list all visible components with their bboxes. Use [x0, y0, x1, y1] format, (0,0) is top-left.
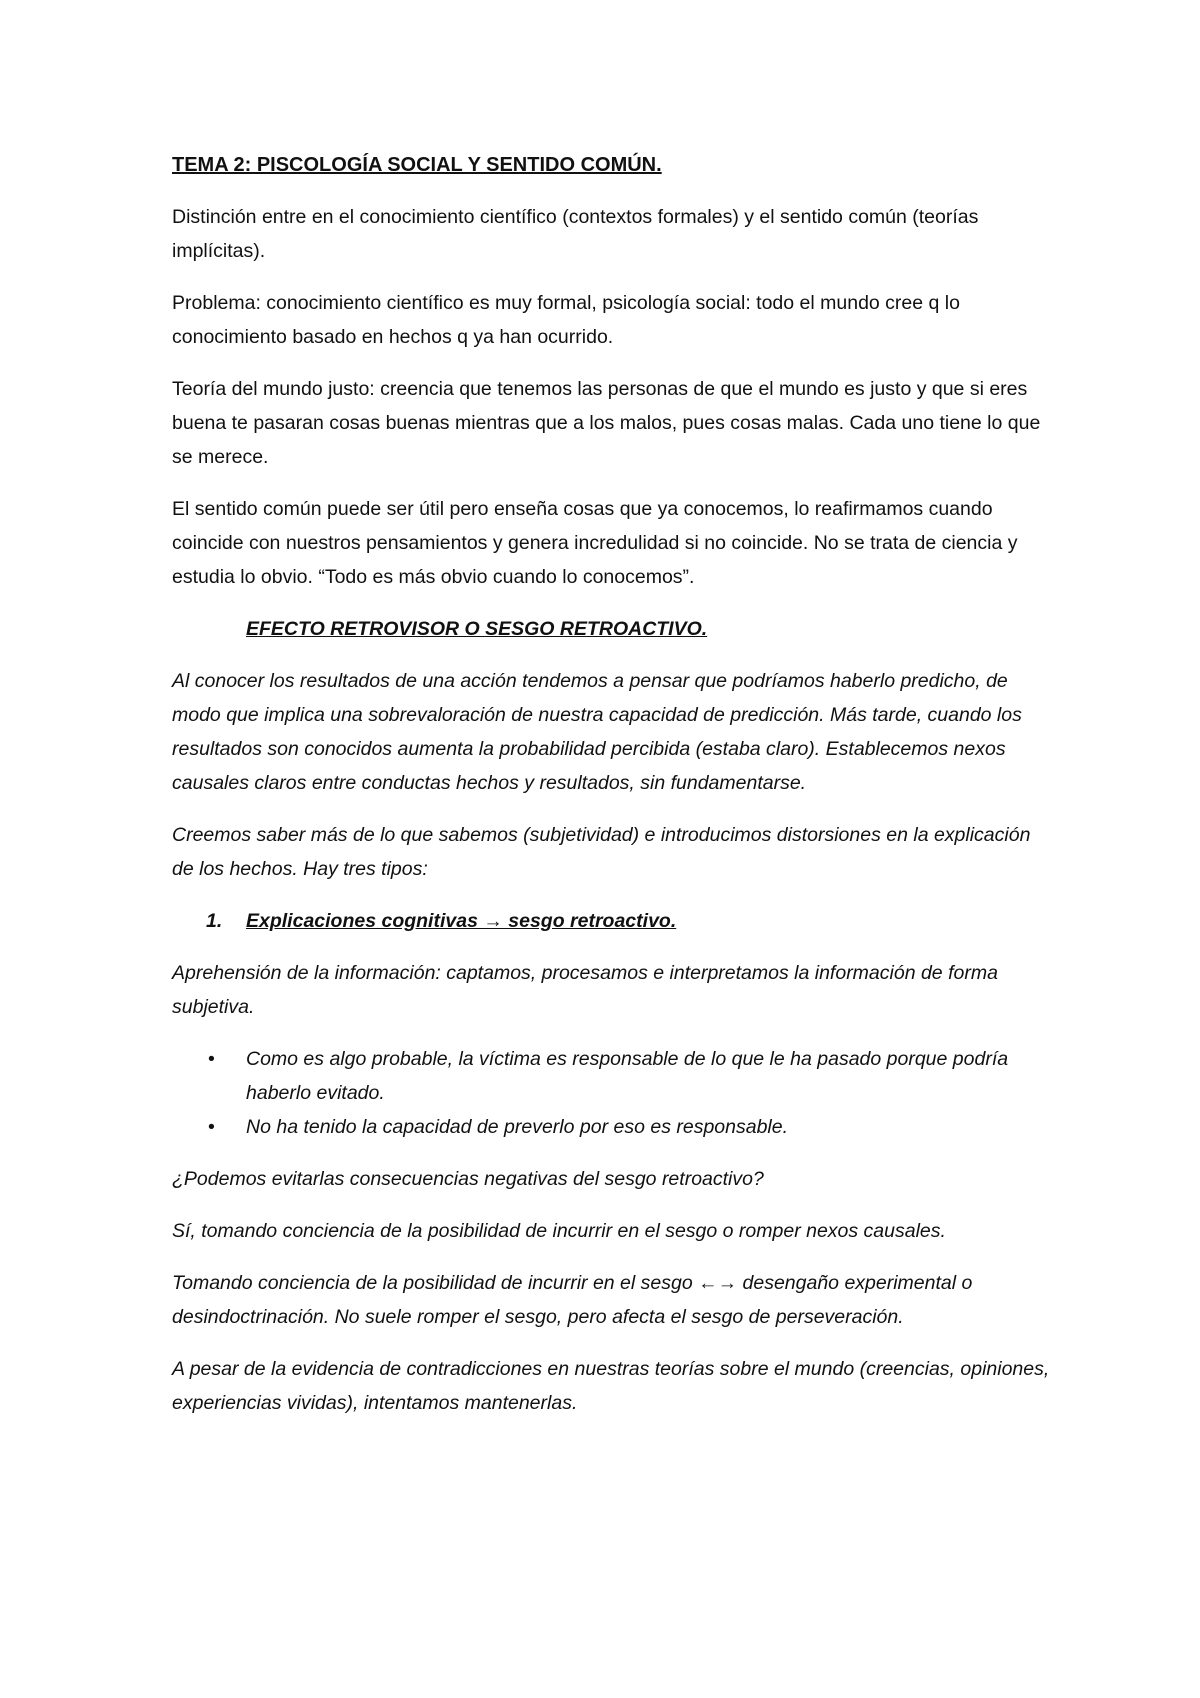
paragraph-resultados-accion: Al conocer los resultados de una acción tendemos a pensar que podríamos haberlo predicho, de modo que implica una sobrevaloración de nuestra capacidad de predicción. Más tarde, cuando los resultados son conocidos aumenta la probabilidad percibida (estaba claro). Establecemos nexos causales claros entre conductas hechos y resultados, sin fundamentarse. [172, 670, 1022, 794]
paragraph-teoria-mundo-justo: Teoría del mundo justo: creencia que tenemos las personas de que el mundo es justo y que si eres buena te pasaran cosas buenas mientras que a los malos, pues cosas malas. Cada uno tiene lo que se merece. [172, 378, 1041, 468]
paragraph-sentido-comun: El sentido común puede ser útil pero enseña cosas que ya conocemos, lo reafirmamos cuando coincide con nuestros pensamientos y genera incredulidad si no coincide. No se trata de ciencia y estudia lo obvio. “Todo es más obvio cuando lo conocemos”. [172, 498, 1018, 588]
list-item-number: 1. [206, 910, 223, 932]
bullet-icon: • [208, 1116, 215, 1138]
paragraph-problema: Problema: conocimiento científico es muy formal, psicología social: todo el mundo cree q lo conocimiento basado en hechos q ya han ocurrido. [172, 292, 960, 348]
bullet-item [172, 1110, 1052, 1144]
bullet-list [172, 1042, 1052, 1144]
paragraph-tomando-conciencia: Tomando conciencia de la posibilidad de incurrir en el sesgo ←→ desengaño experimental o desindoctrinación. No suele romper el sesgo, pero afecta el sesgo de perseveración. [172, 1272, 973, 1328]
section-heading-efecto-retrovisor: EFECTO RETROVISOR O SESGO RETROACTIVO. [246, 618, 708, 640]
bullet-text: No ha tenido la capacidad de preverlo por eso es responsable. [246, 1116, 789, 1138]
list-item-text: Explicaciones cognitivas → sesgo retroactivo. [246, 910, 677, 932]
paragraph-creemos-saber: Creemos saber más de lo que sabemos (subjetividad) e introducimos distorsiones en la explicación de los hechos. Hay tres tipos: [172, 824, 1031, 880]
paragraph-distincion: Distinción entre en el conocimiento científico (contextos formales) y el sentido común (teorías implícitas). [172, 206, 979, 262]
paragraph-pregunta: ¿Podemos evitarlas consecuencias negativas del sesgo retroactivo? [172, 1168, 764, 1190]
paragraph-aprehension: Aprehensión de la información: captamos, procesamos e interpretamos la información de forma subjetiva. [172, 962, 998, 1018]
bullet-item [172, 1042, 1052, 1110]
bullet-icon: • [208, 1048, 215, 1070]
paragraph-a-pesar: A pesar de la evidencia de contradicciones en nuestras teorías sobre el mundo (creencias, opiniones, experiencias vividas), intentamos mantenerlas. [172, 1358, 1050, 1414]
bullet-text: Como es algo probable, la víctima es responsable de lo que le ha pasado porque podría haberlo evitado. [246, 1048, 1009, 1104]
document-title: TEMA 2: PISCOLOGÍA SOCIAL Y SENTIDO COMÚN. [172, 154, 662, 176]
paragraph-respuesta: Sí, tomando conciencia de la posibilidad de incurrir en el sesgo o romper nexos causales. [172, 1220, 946, 1242]
numbered-list-item [172, 904, 1052, 938]
document-page [172, 148, 1052, 1438]
